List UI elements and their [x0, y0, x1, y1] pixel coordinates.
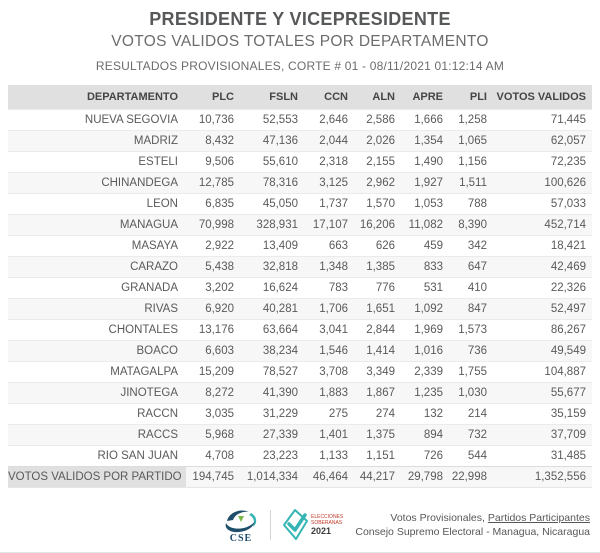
value-cell: 1,348	[304, 257, 354, 278]
value-cell: 2,962	[354, 173, 401, 194]
results-table	[8, 85, 592, 488]
value-cell: 459	[401, 236, 449, 257]
table-row	[8, 236, 592, 257]
value-cell: 55,677	[493, 383, 592, 404]
value-cell: 2,586	[354, 110, 401, 131]
value-cell: 1,385	[354, 257, 401, 278]
department-cell: MATAGALPA	[8, 362, 186, 383]
value-cell: 132	[401, 404, 449, 425]
table-row	[8, 320, 592, 341]
department-cell: RIO SAN JUAN	[8, 446, 186, 467]
value-cell: 410	[449, 278, 493, 299]
value-cell: 647	[449, 257, 493, 278]
value-cell: 1,258	[449, 110, 493, 131]
table-row	[8, 383, 592, 404]
value-cell: 13,176	[186, 320, 240, 341]
value-cell: 1,401	[304, 425, 354, 446]
value-cell: 3,041	[304, 320, 354, 341]
value-cell: 894	[401, 425, 449, 446]
value-cell: 726	[401, 446, 449, 467]
value-cell: 1,133	[304, 446, 354, 467]
value-cell: 5,968	[186, 425, 240, 446]
value-cell: 274	[354, 404, 401, 425]
table-row	[8, 446, 592, 467]
total-value-cell: 44,217	[354, 467, 401, 488]
table-row	[8, 299, 592, 320]
value-cell: 6,920	[186, 299, 240, 320]
value-cell: 1,666	[401, 110, 449, 131]
value-cell: 776	[354, 278, 401, 299]
value-cell: 37,709	[493, 425, 592, 446]
column-header-departamento: DEPARTAMENTO	[8, 85, 186, 110]
value-cell: 55,610	[240, 152, 304, 173]
department-cell: CARAZO	[8, 257, 186, 278]
total-label-cell: VOTOS VALIDOS POR PARTIDO	[8, 467, 186, 488]
value-cell: 1,706	[304, 299, 354, 320]
value-cell: 31,229	[240, 404, 304, 425]
total-value-cell: 194,745	[186, 467, 240, 488]
value-cell: 12,785	[186, 173, 240, 194]
value-cell: 62,057	[493, 131, 592, 152]
value-cell: 452,714	[493, 215, 592, 236]
column-header-plc: PLC	[186, 85, 240, 110]
value-cell: 1,092	[401, 299, 449, 320]
total-row	[8, 467, 592, 488]
value-cell: 3,035	[186, 404, 240, 425]
value-cell: 275	[304, 404, 354, 425]
value-cell: 663	[304, 236, 354, 257]
value-cell: 732	[449, 425, 493, 446]
table-row	[8, 215, 592, 236]
partidos-participantes-link[interactable]: Partidos Participantes	[487, 511, 590, 524]
department-cell: MASAYA	[8, 236, 186, 257]
department-cell: BOACO	[8, 341, 186, 362]
value-cell: 16,624	[240, 278, 304, 299]
value-cell: 214	[449, 404, 493, 425]
value-cell: 1,065	[449, 131, 493, 152]
value-cell: 5,438	[186, 257, 240, 278]
total-value-cell: 46,464	[304, 467, 354, 488]
footer-note-line2: Consejo Supremo Electoral - Managua, Nicaragua	[355, 525, 590, 538]
value-cell: 11,082	[401, 215, 449, 236]
value-cell: 16,206	[354, 215, 401, 236]
page-title: PRESIDENTE Y VICEPRESIDENTE	[149, 9, 451, 29]
value-cell: 4,708	[186, 446, 240, 467]
svg-text:SOBERANAS: SOBERANAS	[311, 519, 343, 526]
page-subtitle: VOTOS VALIDOS TOTALES POR DEPARTAMENTO	[111, 33, 489, 50]
value-cell: 13,409	[240, 236, 304, 257]
table-row	[8, 341, 592, 362]
elecciones-2021-logo	[280, 508, 346, 542]
value-cell: 40,281	[240, 299, 304, 320]
value-cell: 1,927	[401, 173, 449, 194]
value-cell: 3,708	[304, 362, 354, 383]
value-cell: 3,125	[304, 173, 354, 194]
value-cell: 1,053	[401, 194, 449, 215]
value-cell: 86,267	[493, 320, 592, 341]
elecciones-word: ELECCIONES	[311, 513, 344, 520]
value-cell: 1,490	[401, 152, 449, 173]
column-header-aln: ALN	[354, 85, 401, 110]
value-cell: 38,234	[240, 341, 304, 362]
value-cell: 328,931	[240, 215, 304, 236]
value-cell: 1,156	[449, 152, 493, 173]
total-value-cell: 1,352,556	[493, 467, 592, 488]
table-row	[8, 278, 592, 299]
value-cell: 342	[449, 236, 493, 257]
column-header-apre: APRE	[401, 85, 449, 110]
column-header-votos-validos: VOTOS VALIDOS	[493, 85, 592, 110]
value-cell: 78,316	[240, 173, 304, 194]
department-cell: RACCS	[8, 425, 186, 446]
department-cell: RACCN	[8, 404, 186, 425]
value-cell: 1,511	[449, 173, 493, 194]
table-row	[8, 362, 592, 383]
value-cell: 8,390	[449, 215, 493, 236]
value-cell: 833	[401, 257, 449, 278]
value-cell: 1,737	[304, 194, 354, 215]
cse-logo	[221, 506, 261, 543]
value-cell: 18,421	[493, 236, 592, 257]
results-meta: RESULTADOS PROVISIONALES, CORTE # 01 - 08/11/2021 01:12:14 AM	[95, 59, 505, 73]
value-cell: 104,887	[493, 362, 592, 383]
value-cell: 1,235	[401, 383, 449, 404]
value-cell: 3,202	[186, 278, 240, 299]
table-row	[8, 131, 592, 152]
value-cell: 626	[354, 236, 401, 257]
value-cell: 71,445	[493, 110, 592, 131]
table-row	[8, 194, 592, 215]
footer	[221, 506, 590, 543]
footer-note	[355, 511, 590, 539]
value-cell: 847	[449, 299, 493, 320]
value-cell: 10,736	[186, 110, 240, 131]
value-cell: 1,755	[449, 362, 493, 383]
column-header-ccn: CCN	[304, 85, 354, 110]
svg-text:2021: 2021	[311, 525, 332, 536]
value-cell: 3,349	[354, 362, 401, 383]
value-cell: 2,339	[401, 362, 449, 383]
value-cell: 70,998	[186, 215, 240, 236]
table-row	[8, 404, 592, 425]
value-cell: 544	[449, 446, 493, 467]
column-header-pli: PLI	[449, 85, 493, 110]
value-cell: 2,844	[354, 320, 401, 341]
value-cell: 788	[449, 194, 493, 215]
value-cell: 6,835	[186, 194, 240, 215]
value-cell: 42,469	[493, 257, 592, 278]
value-cell: 1,546	[304, 341, 354, 362]
value-cell: 2,044	[304, 131, 354, 152]
value-cell: 47,136	[240, 131, 304, 152]
total-value-cell: 1,014,334	[240, 467, 304, 488]
value-cell: 32,818	[240, 257, 304, 278]
value-cell: 2,318	[304, 152, 354, 173]
logo-divider	[270, 510, 271, 540]
value-cell: 2,155	[354, 152, 401, 173]
value-cell: 1,969	[401, 320, 449, 341]
value-cell: 8,432	[186, 131, 240, 152]
value-cell: 1,573	[449, 320, 493, 341]
value-cell: 1,016	[401, 341, 449, 362]
value-cell: 35,159	[493, 404, 592, 425]
value-cell: 1,867	[354, 383, 401, 404]
value-cell: 23,223	[240, 446, 304, 467]
value-cell: 783	[304, 278, 354, 299]
value-cell: 8,272	[186, 383, 240, 404]
value-cell: 17,107	[304, 215, 354, 236]
value-cell: 1,651	[354, 299, 401, 320]
footer-note-line1	[355, 511, 590, 525]
table-row	[8, 110, 592, 131]
department-cell: CHINANDEGA	[8, 173, 186, 194]
value-cell: 1,354	[401, 131, 449, 152]
table-row	[8, 173, 592, 194]
value-cell: 52,497	[493, 299, 592, 320]
value-cell: 45,050	[240, 194, 304, 215]
value-cell: 2,646	[304, 110, 354, 131]
value-cell: 78,527	[240, 362, 304, 383]
value-cell: 15,209	[186, 362, 240, 383]
value-cell: 31,485	[493, 446, 592, 467]
total-value-cell: 22,998	[449, 467, 493, 488]
total-value-cell: 29,798	[401, 467, 449, 488]
value-cell: 49,549	[493, 341, 592, 362]
value-cell: 52,553	[240, 110, 304, 131]
table-row	[8, 152, 592, 173]
department-cell: ESTELI	[8, 152, 186, 173]
department-cell: RIVAS	[8, 299, 186, 320]
value-cell: 27,339	[240, 425, 304, 446]
svg-text:CSE: CSE	[230, 533, 253, 543]
value-cell: 2,026	[354, 131, 401, 152]
department-cell: GRANADA	[8, 278, 186, 299]
value-cell: 1,570	[354, 194, 401, 215]
table-body	[8, 110, 592, 488]
table-row	[8, 425, 592, 446]
value-cell: 1,030	[449, 383, 493, 404]
department-cell: LEON	[8, 194, 186, 215]
value-cell: 736	[449, 341, 493, 362]
department-cell: MANAGUA	[8, 215, 186, 236]
value-cell: 72,235	[493, 152, 592, 173]
votos-provisionales-label: Votos Provisionales,	[390, 511, 488, 524]
value-cell: 1,375	[354, 425, 401, 446]
department-cell: CHONTALES	[8, 320, 186, 341]
value-cell: 57,033	[493, 194, 592, 215]
value-cell: 1,414	[354, 341, 401, 362]
value-cell: 63,664	[240, 320, 304, 341]
value-cell: 41,390	[240, 383, 304, 404]
value-cell: 1,151	[354, 446, 401, 467]
department-cell: JINOTEGA	[8, 383, 186, 404]
value-cell: 22,326	[493, 278, 592, 299]
table-row	[8, 257, 592, 278]
department-cell: NUEVA SEGOVIA	[8, 110, 186, 131]
value-cell: 6,603	[186, 341, 240, 362]
value-cell: 9,506	[186, 152, 240, 173]
value-cell: 2,922	[186, 236, 240, 257]
column-header-fsln: FSLN	[240, 85, 304, 110]
department-cell: MADRIZ	[8, 131, 186, 152]
value-cell: 100,626	[493, 173, 592, 194]
value-cell: 531	[401, 278, 449, 299]
table-header-row	[8, 85, 592, 110]
value-cell: 1,883	[304, 383, 354, 404]
